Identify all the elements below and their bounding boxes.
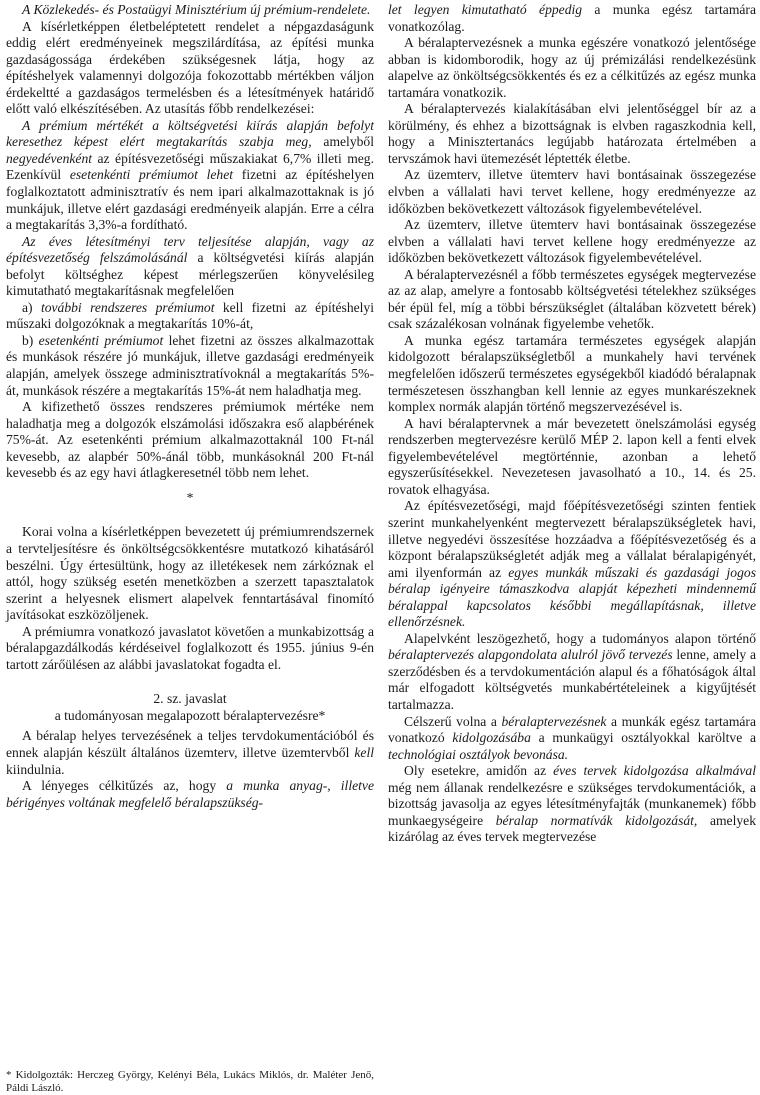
paragraph: A béralap helyes tervezésének a teljes tervdokumentációból és ennek alapján készült általános üzemterv, illetve üzemtervből kell kiindulnia. xyxy=(6,728,374,777)
ministry-title: A Közlekedés- és Postaügyi Minisztérium új prémium-rendelete. xyxy=(22,2,371,17)
paragraph: A kísérletképpen életbeléptetett rendelet a népgazdaságunk eddig elért eredményeinek megszilárdítása, az építési munka gazdaságossága érdekében szükségesnek látja, hogy az építéshelyek valamennyi dolgozója fokozottabb mértékben váljon érdekeltté a gazdaságos termelésben és a létesítmények határidő előtt való elkészítésében. Az utasítás főbb rendelkezései: xyxy=(6,18,374,117)
paragraph: Oly esetekre, amidőn az éves tervek kidolgozása alkalmával még nem állanak rendelkezésre e szükséges tervdokumentációk, a bizottság javasolja az egyes létesítményfajták (munkanemek) főbb munkaegységeire béralap normatívák kidolgozását, amelyek kizárólag az éves tervek megtervezése xyxy=(388,763,757,845)
list-item-a: a) további rendszeres prémiumot kell fizetni az építéshelyi műszaki dolgozóknak a megtakarítás 10%-át, xyxy=(6,299,375,332)
paragraph: Célszerű volna a béralaptervezésnek a munkák egész tartamára vonatkozó kidolgozásába a munkaügyi osztályokkal karöltve a technológiai osztályok bevonása. xyxy=(388,713,757,762)
paragraph: A kifizethető összes rendszeres prémiumok mértéke nem haladhatja meg a dolgozók elszámolási időszakra eső alapbérének 75%-át. Az esetenkénti prémium alkalmazottaknál 100 Ft-nál kevesebb, az alapbér 50%-ánál több, munkásoknál 200 Ft-nál kevesebb és az egy havi átlagkeresetnél több nem lehet. xyxy=(6,399,374,481)
paragraph: A munka egész tartamára természetes egységek alapján kidolgozott béralapszükségletből a munkahely havi tervének megfelelően időszerű természetes egységekből kiadódó béralapnak természetesen összhangban kell lennie az egyes munkarészeknek komplex normák alapján történő megszervezésével is. xyxy=(388,332,756,415)
paragraph: A prémium mértékét a költségvetési kiírás alapján befolyt keresethez képest elért megtakarítás szabja meg, amelyből negyedévenként az építésvezetőségi műszakiakat 6,7% illeti meg. Ezenkívül esetenkénti prémiumot lehet fizetni az építéshelyen foglalkoztatott adminisztratív és nem ipari alkalmazottaknak is jó munkájuk, illetve elért gazdasági eredményeik alapján. Erre a célra a megtakarítás 3,3%-a fordítható. xyxy=(6,117,374,233)
paragraph: let legyen kimutatható éppedig a munka egész tartamára vonatkozólag. xyxy=(388,2,756,34)
paragraph: A havi béralaptervnek a már bevezetett önelszámolási egység rendszerben megtervezésre kerülő MÉP 2. lapon kell a fenti elvek figyelembevételével megtörténnie, azonban a lehető egyszerűsítésekkel. Nevezetesen javasolható a 10., 14. és 25. rovatok elhagyása. xyxy=(388,415,756,497)
paragraph: A béralaptervezésnek a munka egészére vonatkozó jelentősége abban is kidomborodik, hogy az új prémizálási rendelkezésünk alapelve az önköltségcsökkentés és ez a célkitűzés az egész munka tartamára vonatkozik. xyxy=(388,35,756,100)
paragraph: Korai volna a kísérletképpen bevezetett új prémiumrendszernek a tervteljesítésre és önköltségcsökkentésre mutatkozó kihatásáról beszélni. Úgy értesültünk, hogy az illetékesek nem zárkóznak el attól, hogy szükség esetén menetközben a szerzett tapasztalatok szerint a helyesnek elismert alapelvek fenntartásával finomító javításokat eszközöljenek. xyxy=(6,524,374,623)
heading-title: a tudományosan megalapozott béralaptervezésre* xyxy=(54,707,326,723)
paragraph: Az éves létesítményi terv teljesítése alapján, vagy az építésvezetőség felszámolásánál a költségvetési kiírás alapján befolyt költséghez képest mérlegszerűen könyvelésileg kimutatható megtakarításnak megfelelően xyxy=(6,233,374,299)
paragraph: Az építésvezetőségi, majd főépítésvezetőségi szinten fentiek szerint munkahelyenként megtervezett béralapszükségletek havi, illetve negyedévi összesítése hozzáadva a főépítésvezetőség és a központ béralapszükségletét adják meg a vállalat béralapigényét, ami ilyenformán az egyes munkák műszaki és gazdasági jogos béralap igényeire támaszkodva alapját képezheti mindennemű béralappal kapcsolatos későbbi megállapításnak, illetve ellenőrzésnek. xyxy=(388,498,756,630)
paragraph: Az üzemterv, illetve ütemterv havi bontásainak összegezése elvben a vállalati havi tervet kellene hogy eredményezze az időközben bekövetkezett változások figyelembevételével. xyxy=(388,217,756,266)
right-column xyxy=(388,2,756,846)
paragraph: Alapelvként leszögezhető, hogy a tudományos alapon történő béralaptervezés alapgondolata alulról jövő tervezés lenne, amely a szerződésben és a tervdokumentáción alapul és a főhatóságok által már elfogadott költségvetés munkabértételeinek a kigyűjtését tartalmazza. xyxy=(388,630,756,712)
paragraph: A lényeges célkitűzés az, hogy a munka anyag-, illetve bérigényes voltának megfelelő béralapszükség- xyxy=(6,778,374,810)
paragraph: A béralaptervezés kialakításában elvi jelentőséggel bír az a körülmény, és ehhez a bizottságnak is elvben ragaszkodnia kell, hogy a Minisztertanács legújabb határozata értelmében a tervszámok havi ütemezését léptették életbe. xyxy=(388,101,756,166)
paragraph: A prémiumra vonatkozó javaslatot követően a munkabizottság a béralapgazdálkodás kérdéseivel foglalkozott és 1955. június 9-én tartott zárőülésen az alábbi javaslatokat fogadta el. xyxy=(6,623,374,672)
paragraph: A béralaptervezésnél a főbb természetes egységek megtervezése az az alap, amelyre a fontosabb költségvetési tételekhez szükséges bér épül fel, míg a többi bérszükséglet (általában közvetett bérek) csak százalékosan volnának figyelembe vehetők. xyxy=(388,266,756,332)
left-column xyxy=(6,2,374,811)
section-separator: * xyxy=(186,489,194,505)
paragraph: Az üzemterv, illetve ütemterv havi bontásainak összegezése elvben a vállalati havi tervet kellene, hogy eredményezze az időközben bekövetkezett változások figyelembevételével. xyxy=(388,167,756,216)
list-item-b: b) esetenkénti prémiumot lehet fizetni az összes alkalmazottak és munkások részére jó munkájuk, illetve gazdasági eredményeik alapján, amelyek összege adminisztratívoknál a megtakarítás 5%-át, munkások részére a megtakarítás 15%-át nem haladhatja meg. xyxy=(6,332,374,398)
heading-number: 2. sz. javaslat xyxy=(153,691,227,707)
section-heading xyxy=(6,691,374,724)
footnote: * Kidolgozták: Herczeg György, Kelényi Béla, Lukács Miklós, dr. Maléter Jenő, Páldi László. xyxy=(6,1069,374,1094)
